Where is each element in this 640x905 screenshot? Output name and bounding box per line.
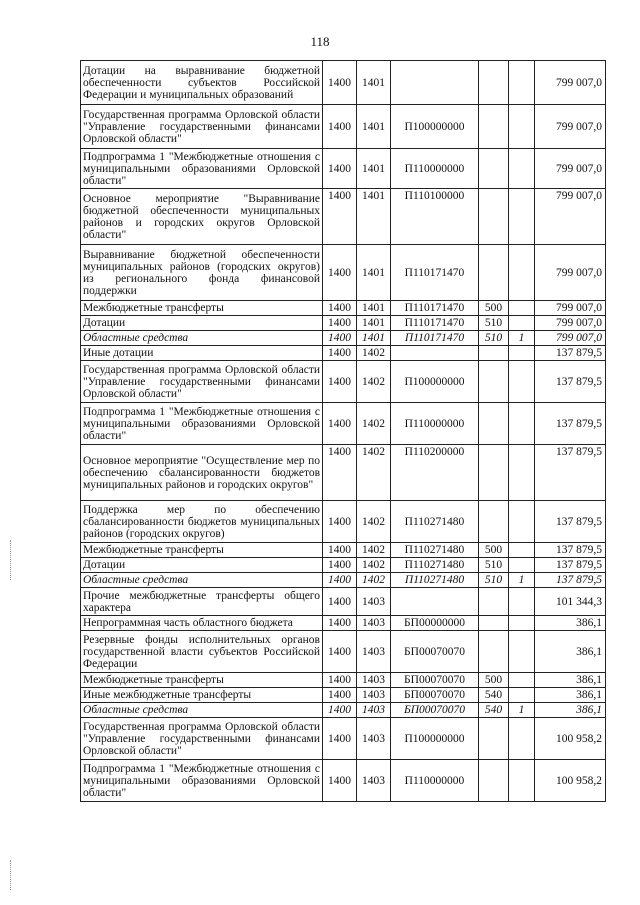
cell-amount: 386,1 — [535, 616, 606, 631]
cell-target-article: БП00070070 — [391, 631, 479, 673]
cell-name: Областные средства — [81, 703, 323, 718]
cell-name: Государственная программа Орловской области "Управление государственными финансами Орловской области" — [81, 361, 323, 403]
table-row — [81, 149, 606, 189]
cell-amount: 799 007,0 — [535, 149, 606, 189]
cell-name: Поддержка мер по обеспечению сбалансированности бюджетов муниципальных районов (городских округов) — [81, 501, 323, 543]
cell-source — [509, 61, 535, 105]
budget-table-container — [80, 60, 606, 802]
table-row — [81, 403, 606, 445]
cell-source — [509, 631, 535, 673]
cell-target-article: П110171470 — [391, 316, 479, 331]
cell-target-article: П110000000 — [391, 403, 479, 445]
cell-section: 1400 — [323, 573, 357, 588]
cell-subsection: 1401 — [357, 149, 391, 189]
cell-section: 1400 — [323, 673, 357, 688]
cell-target-article: БП00070070 — [391, 688, 479, 703]
cell-name: Иные межбюджетные трансферты — [81, 688, 323, 703]
cell-target-article: П110271480 — [391, 573, 479, 588]
cell-target-article: П110171470 — [391, 245, 479, 301]
cell-name: Подпрограмма 1 "Межбюджетные отношения с муниципальными образованиями Орловской области" — [81, 149, 323, 189]
cell-source — [509, 718, 535, 760]
cell-expense-type — [479, 718, 509, 760]
cell-section: 1400 — [323, 703, 357, 718]
table-row — [81, 588, 606, 616]
cell-subsection: 1402 — [357, 501, 391, 543]
cell-name: Дотации — [81, 316, 323, 331]
cell-target-article: П100000000 — [391, 361, 479, 403]
cell-amount: 137 879,5 — [535, 573, 606, 588]
cell-source — [509, 149, 535, 189]
cell-subsection: 1401 — [357, 331, 391, 346]
cell-name: Государственная программа Орловской области "Управление государственными финансами Орловской области" — [81, 718, 323, 760]
cell-name: Прочие межбюджетные трансферты общего характера — [81, 588, 323, 616]
cell-subsection: 1403 — [357, 588, 391, 616]
table-row — [81, 616, 606, 631]
cell-subsection: 1403 — [357, 703, 391, 718]
cell-name: Дотации на выравнивание бюджетной обеспеченности субъектов Российской Федерации и муниципальных образований — [81, 61, 323, 105]
budget-table — [80, 60, 606, 802]
cell-section: 1400 — [323, 558, 357, 573]
cell-amount: 100 958,2 — [535, 718, 606, 760]
table-row — [81, 316, 606, 331]
cell-expense-type — [479, 61, 509, 105]
table-row — [81, 543, 606, 558]
cell-subsection: 1402 — [357, 445, 391, 501]
table-row — [81, 501, 606, 543]
cell-section: 1400 — [323, 346, 357, 361]
cell-expense-type: 540 — [479, 688, 509, 703]
cell-section: 1400 — [323, 445, 357, 501]
cell-subsection: 1403 — [357, 718, 391, 760]
table-row — [81, 245, 606, 301]
cell-expense-type — [479, 445, 509, 501]
cell-source — [509, 445, 535, 501]
cell-name: Дотации — [81, 558, 323, 573]
table-row — [81, 361, 606, 403]
cell-subsection: 1401 — [357, 316, 391, 331]
cell-expense-type: 500 — [479, 301, 509, 316]
cell-target-article: П110271480 — [391, 501, 479, 543]
budget-table-body — [81, 61, 606, 802]
cell-expense-type — [479, 105, 509, 149]
cell-amount: 137 879,5 — [535, 403, 606, 445]
cell-subsection: 1402 — [357, 361, 391, 403]
table-row — [81, 573, 606, 588]
cell-name: Основное мероприятие "Выравнивание бюджетной обеспеченности муниципальных районов и городских округов Орловской области" — [81, 189, 323, 245]
cell-expense-type: 510 — [479, 558, 509, 573]
cell-subsection: 1401 — [357, 61, 391, 105]
table-row — [81, 760, 606, 802]
cell-source — [509, 673, 535, 688]
cell-expense-type — [479, 346, 509, 361]
table-row — [81, 105, 606, 149]
cell-target-article: П110200000 — [391, 445, 479, 501]
cell-subsection: 1401 — [357, 189, 391, 245]
cell-source: 1 — [509, 573, 535, 588]
cell-amount: 386,1 — [535, 631, 606, 673]
cell-source — [509, 316, 535, 331]
cell-expense-type — [479, 361, 509, 403]
table-row — [81, 61, 606, 105]
cell-subsection: 1402 — [357, 543, 391, 558]
cell-subsection: 1403 — [357, 688, 391, 703]
cell-name: Подпрограмма 1 "Межбюджетные отношения с муниципальными образованиями Орловской области" — [81, 760, 323, 802]
cell-amount: 386,1 — [535, 703, 606, 718]
cell-subsection: 1401 — [357, 245, 391, 301]
cell-subsection: 1403 — [357, 631, 391, 673]
cell-source: 1 — [509, 703, 535, 718]
table-row — [81, 301, 606, 316]
table-row — [81, 331, 606, 346]
table-row — [81, 445, 606, 501]
cell-target-article: П110000000 — [391, 760, 479, 802]
table-row — [81, 688, 606, 703]
cell-name: Областные средства — [81, 573, 323, 588]
cell-name: Областные средства — [81, 331, 323, 346]
table-row — [81, 558, 606, 573]
cell-section: 1400 — [323, 316, 357, 331]
cell-source — [509, 558, 535, 573]
cell-name: Государственная программа Орловской области "Управление государственными финансами Орловской области" — [81, 105, 323, 149]
cell-amount: 799 007,0 — [535, 105, 606, 149]
cell-subsection: 1401 — [357, 105, 391, 149]
cell-section: 1400 — [323, 631, 357, 673]
cell-source: 1 — [509, 331, 535, 346]
cell-target-article — [391, 61, 479, 105]
page-number: 118 — [310, 34, 330, 49]
cell-source — [509, 588, 535, 616]
cell-source — [509, 501, 535, 543]
cell-subsection: 1402 — [357, 558, 391, 573]
cell-target-article — [391, 346, 479, 361]
cell-section: 1400 — [323, 361, 357, 403]
cell-subsection: 1402 — [357, 403, 391, 445]
cell-amount: 137 879,5 — [535, 501, 606, 543]
cell-section: 1400 — [323, 301, 357, 316]
cell-name: Резервные фонды исполнительных органов государственной власти субъектов Российской Федерации — [81, 631, 323, 673]
cell-expense-type — [479, 501, 509, 543]
cell-expense-type — [479, 616, 509, 631]
cell-section: 1400 — [323, 588, 357, 616]
cell-name: Межбюджетные трансферты — [81, 673, 323, 688]
cell-subsection: 1403 — [357, 673, 391, 688]
cell-expense-type: 510 — [479, 573, 509, 588]
cell-subsection: 1403 — [357, 760, 391, 802]
cell-amount: 799 007,0 — [535, 189, 606, 245]
cell-name: Межбюджетные трансферты — [81, 301, 323, 316]
cell-target-article: П110171470 — [391, 301, 479, 316]
cell-expense-type: 540 — [479, 703, 509, 718]
cell-section: 1400 — [323, 149, 357, 189]
table-row — [81, 718, 606, 760]
cell-target-article: БП00000000 — [391, 616, 479, 631]
cell-expense-type — [479, 189, 509, 245]
cell-expense-type: 500 — [479, 543, 509, 558]
cell-section: 1400 — [323, 718, 357, 760]
cell-name: Подпрограмма 1 "Межбюджетные отношения с муниципальными образованиями Орловской области" — [81, 403, 323, 445]
cell-section: 1400 — [323, 61, 357, 105]
cell-section: 1400 — [323, 688, 357, 703]
cell-source — [509, 105, 535, 149]
table-row — [81, 673, 606, 688]
cell-expense-type — [479, 631, 509, 673]
cell-amount: 799 007,0 — [535, 301, 606, 316]
cell-amount: 137 879,5 — [535, 346, 606, 361]
margin-mark — [10, 860, 13, 890]
cell-section: 1400 — [323, 189, 357, 245]
cell-expense-type — [479, 149, 509, 189]
cell-expense-type: 510 — [479, 316, 509, 331]
cell-expense-type: 500 — [479, 673, 509, 688]
cell-target-article — [391, 588, 479, 616]
cell-subsection: 1401 — [357, 301, 391, 316]
cell-source — [509, 346, 535, 361]
cell-source — [509, 688, 535, 703]
cell-name: Межбюджетные трансферты — [81, 543, 323, 558]
cell-target-article: П100000000 — [391, 105, 479, 149]
cell-amount: 137 879,5 — [535, 543, 606, 558]
cell-subsection: 1403 — [357, 616, 391, 631]
table-row — [81, 631, 606, 673]
cell-name: Основное мероприятие "Осуществление мер по обеспечению сбалансированности бюджетов муниципальных районов и городских округов" — [81, 445, 323, 501]
cell-target-article: БП00070070 — [391, 703, 479, 718]
cell-subsection: 1402 — [357, 573, 391, 588]
cell-amount: 799 007,0 — [535, 316, 606, 331]
margin-mark — [10, 540, 13, 580]
cell-source — [509, 543, 535, 558]
cell-name: Выравнивание бюджетной обеспеченности муниципальных районов (городских округов) из регионального фонда финансовой поддержки — [81, 245, 323, 301]
cell-section: 1400 — [323, 331, 357, 346]
cell-amount: 101 344,3 — [535, 588, 606, 616]
cell-amount: 386,1 — [535, 673, 606, 688]
cell-expense-type — [479, 245, 509, 301]
cell-target-article: П110271480 — [391, 558, 479, 573]
cell-amount: 799 007,0 — [535, 245, 606, 301]
cell-source — [509, 760, 535, 802]
cell-source — [509, 245, 535, 301]
cell-target-article: П110271480 — [391, 543, 479, 558]
cell-amount: 137 879,5 — [535, 361, 606, 403]
cell-section: 1400 — [323, 245, 357, 301]
cell-source — [509, 616, 535, 631]
cell-source — [509, 189, 535, 245]
cell-target-article: БП00070070 — [391, 673, 479, 688]
cell-section: 1400 — [323, 760, 357, 802]
cell-section: 1400 — [323, 616, 357, 631]
cell-name: Иные дотации — [81, 346, 323, 361]
cell-amount: 799 007,0 — [535, 331, 606, 346]
cell-amount: 386,1 — [535, 688, 606, 703]
cell-target-article: П110171470 — [391, 331, 479, 346]
cell-expense-type — [479, 403, 509, 445]
cell-section: 1400 — [323, 403, 357, 445]
cell-source — [509, 361, 535, 403]
cell-section: 1400 — [323, 543, 357, 558]
cell-expense-type — [479, 588, 509, 616]
cell-section: 1400 — [323, 105, 357, 149]
cell-amount: 137 879,5 — [535, 445, 606, 501]
cell-expense-type — [479, 760, 509, 802]
cell-target-article: П110100000 — [391, 189, 479, 245]
cell-expense-type: 510 — [479, 331, 509, 346]
cell-source — [509, 301, 535, 316]
cell-amount: 137 879,5 — [535, 558, 606, 573]
cell-name: Непрограммная часть областного бюджета — [81, 616, 323, 631]
cell-section: 1400 — [323, 501, 357, 543]
cell-target-article: П110000000 — [391, 149, 479, 189]
table-row — [81, 703, 606, 718]
cell-target-article: П100000000 — [391, 718, 479, 760]
table-row — [81, 346, 606, 361]
cell-subsection: 1402 — [357, 346, 391, 361]
cell-amount: 100 958,2 — [535, 760, 606, 802]
cell-source — [509, 403, 535, 445]
table-row — [81, 189, 606, 245]
cell-amount: 799 007,0 — [535, 61, 606, 105]
